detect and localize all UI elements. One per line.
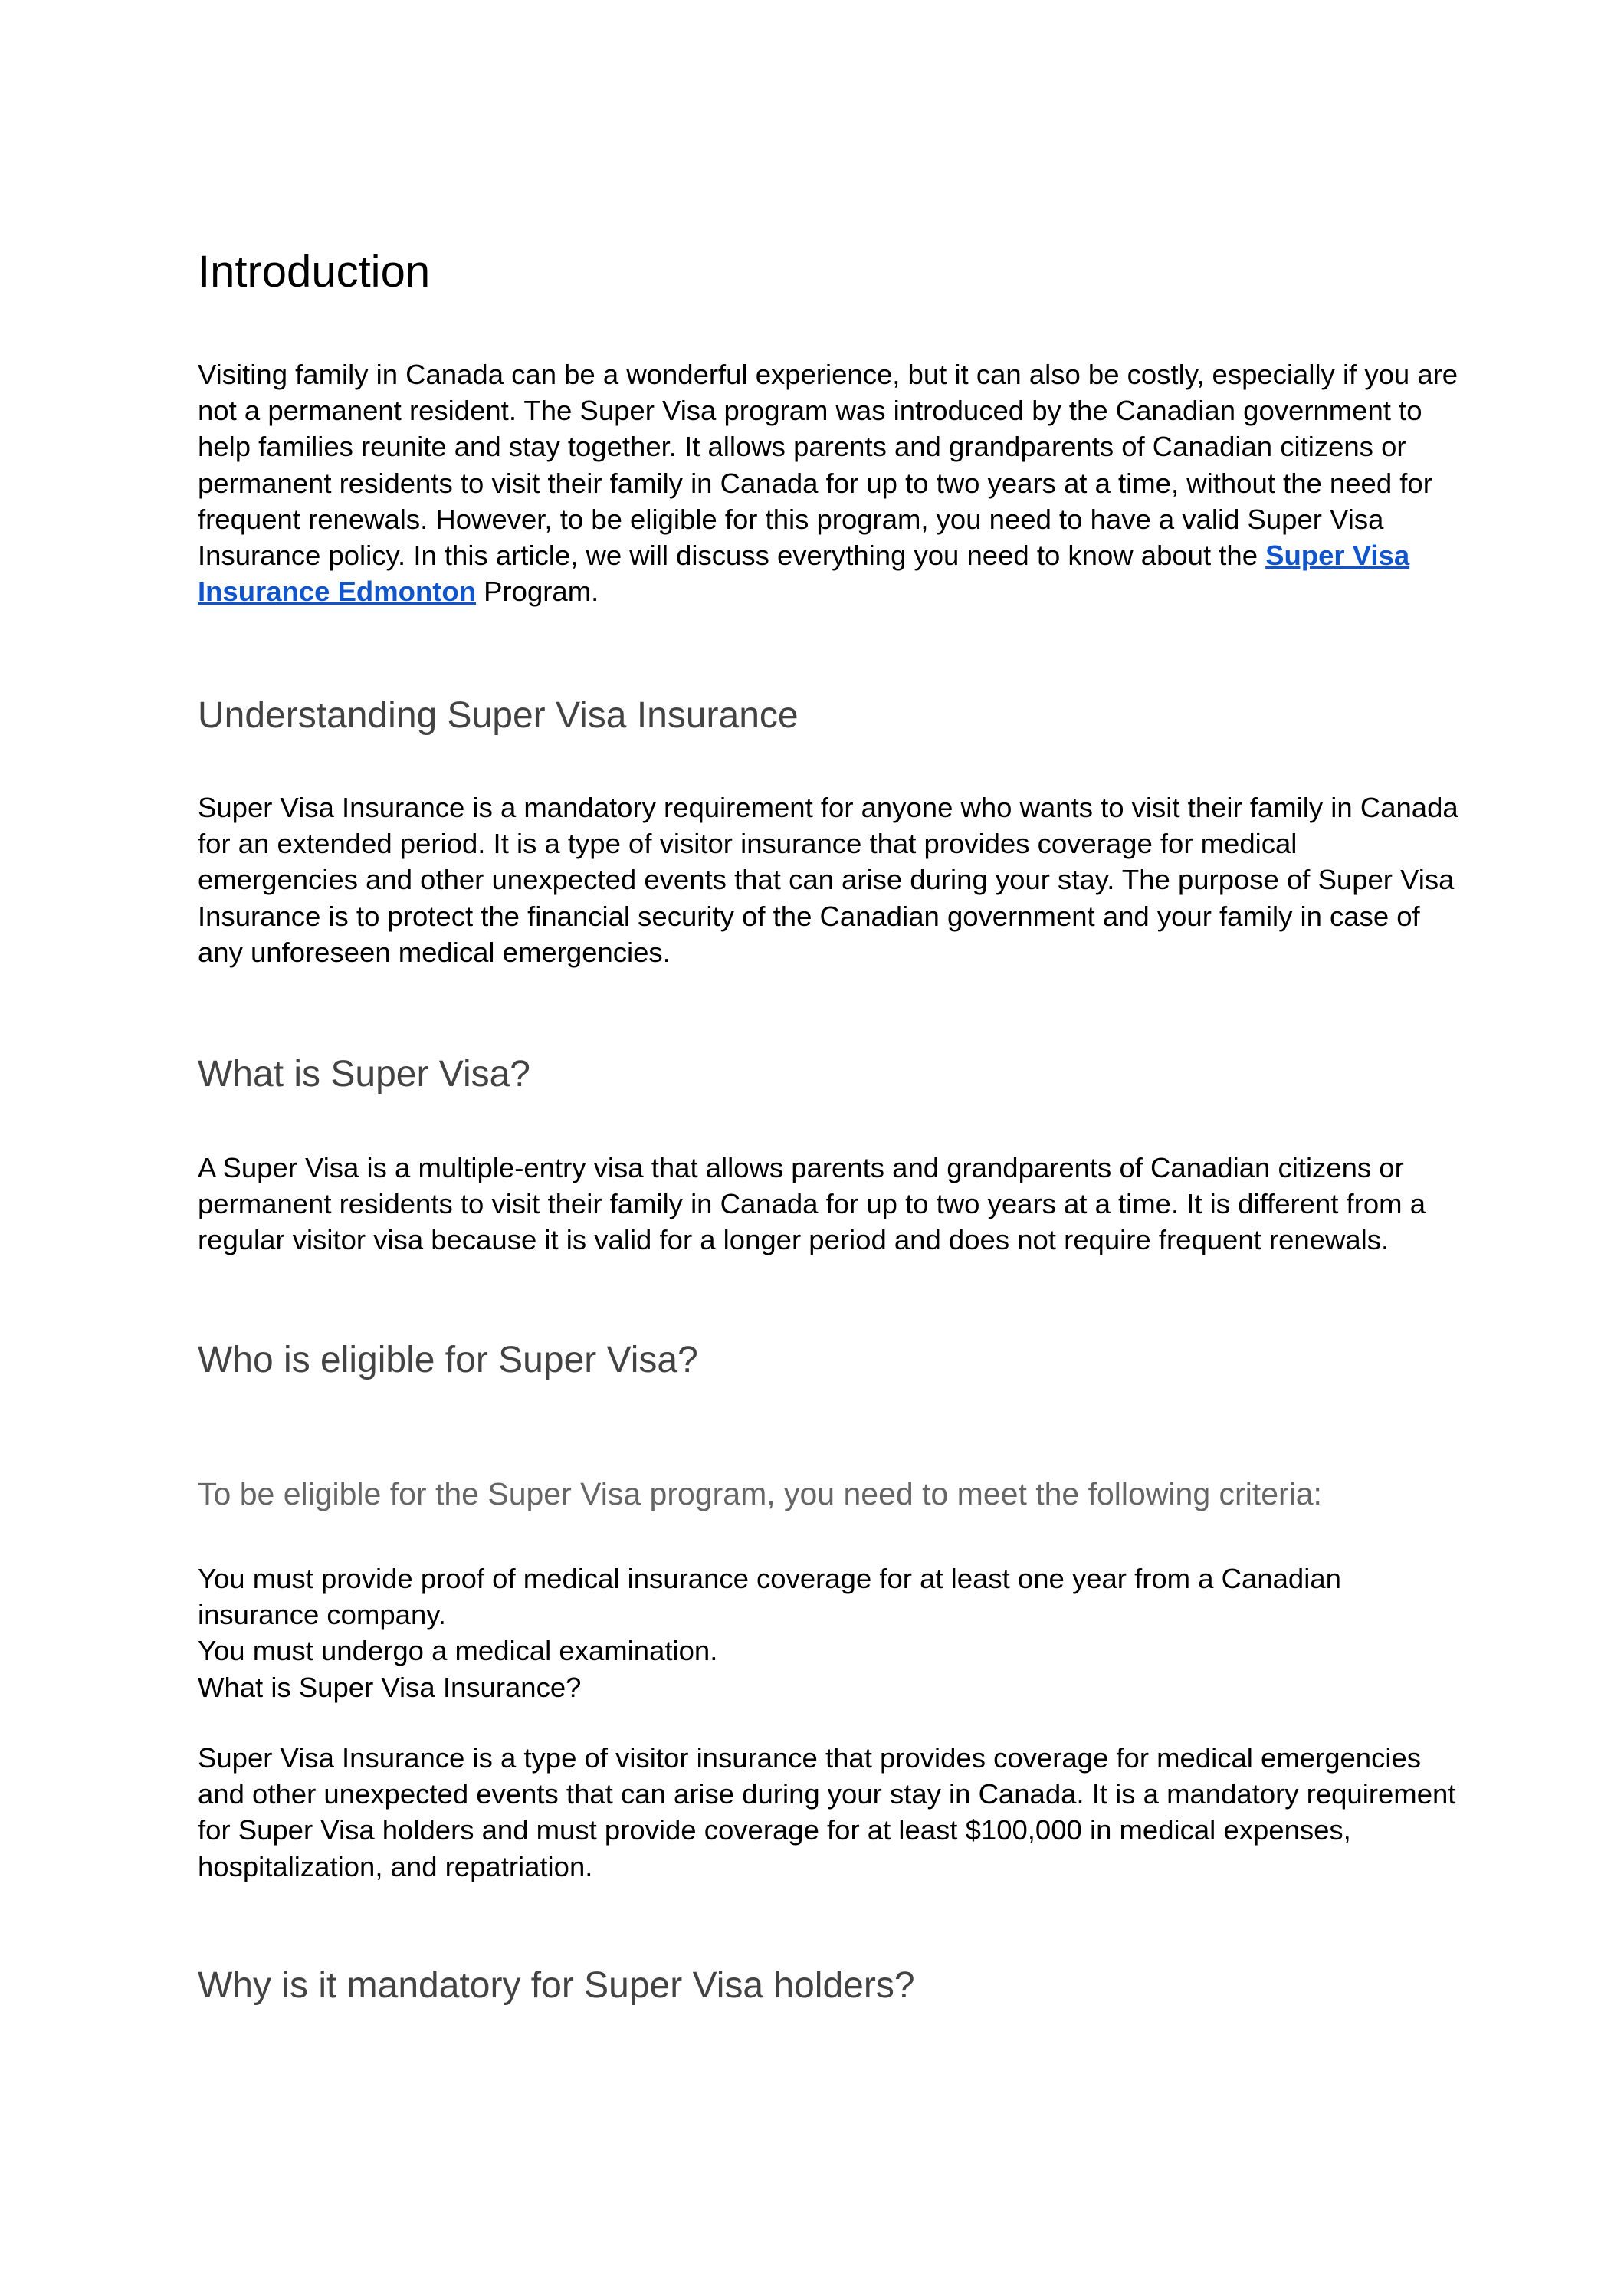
insurance-line: Super Visa Insurance is a type of visitor insurance that provides coverage for medical emergencies bbox=[198, 1742, 1422, 1774]
what-is-line: permanent residents to visit their family in Canada for up to two years at a time. It is different from a bbox=[198, 1188, 1426, 1220]
intro-line bbox=[198, 573, 1455, 609]
insurance-line: and other unexpected events that can arise during your stay in Canada. It is a mandatory requirement bbox=[198, 1778, 1456, 1810]
eligibility-line: What is Super Visa Insurance? bbox=[198, 1671, 582, 1703]
what-is-line: A Super Visa is a multiple-entry visa that allows parents and grandparents of Canadian citizens or bbox=[198, 1152, 1404, 1183]
eligibility-line: You must provide proof of medical insurance coverage for at least one year from a Canadian bbox=[198, 1563, 1341, 1594]
what-is-line: regular visitor visa because it is valid for a longer period and does not require frequent renewals. bbox=[198, 1224, 1389, 1256]
eligibility-line: insurance company. bbox=[198, 1599, 446, 1631]
intro-line: Visiting family in Canada can be a wonderful experience, but it can also be costly, especially if you are bbox=[198, 359, 1458, 390]
understanding-line: any unforeseen medical emergencies. bbox=[198, 936, 671, 968]
understanding-line: for an extended period. It is a type of visitor insurance that provides coverage for medical bbox=[198, 828, 1298, 860]
paragraph-eligibility bbox=[198, 1561, 1455, 1705]
intro-line-tail: Program. bbox=[476, 576, 599, 608]
heading-what-is-super-visa: What is Super Visa? bbox=[198, 1054, 530, 1094]
heading-why-mandatory: Why is it mandatory for Super Visa holders? bbox=[198, 1965, 915, 2006]
super-visa-insurance-edmonton-link[interactable]: Super Visa bbox=[1265, 540, 1410, 572]
heading-understanding-super-visa-insurance: Understanding Super Visa Insurance bbox=[198, 695, 799, 736]
intro-line: not a permanent resident. The Super Visa program was introduced by the Canadian government to bbox=[198, 395, 1422, 427]
subheading-eligibility-criteria: To be eligible for the Super Visa program, you need to meet the following criteria: bbox=[198, 1476, 1322, 1511]
intro-line: frequent renewals. However, to be eligible for this program, you need to have a valid Super Visa bbox=[198, 503, 1384, 535]
paragraph-insurance-description bbox=[198, 1740, 1455, 1885]
understanding-line: Insurance is to protect the financial security of the Canadian government and your family in case of bbox=[198, 900, 1420, 932]
understanding-line: Super Visa Insurance is a mandatory requirement for anyone who wants to visit their family in Canada bbox=[198, 792, 1458, 823]
paragraph-introduction bbox=[198, 356, 1458, 609]
paragraph-what-is-super-visa bbox=[198, 1150, 1455, 1259]
heading-who-is-eligible: Who is eligible for Super Visa? bbox=[198, 1340, 698, 1380]
paragraph-understanding bbox=[198, 789, 1458, 970]
super-visa-insurance-edmonton-link-continued[interactable]: Insurance Edmonton bbox=[198, 576, 477, 608]
understanding-line: emergencies and other unexpected events that can arise during your stay. The purpose of Super Visa bbox=[198, 864, 1455, 896]
intro-line bbox=[198, 537, 1455, 573]
insurance-line: for Super Visa holders and must provide coverage for at least $100,000 in medical expenses, bbox=[198, 1814, 1351, 1846]
insurance-line: hospitalization, and repatriation. bbox=[198, 1850, 593, 1882]
intro-line: permanent residents to visit their family in Canada for up to two years at a time, without the need for bbox=[198, 467, 1432, 499]
eligibility-line: You must undergo a medical examination. bbox=[198, 1635, 718, 1667]
heading-introduction: Introduction bbox=[198, 247, 431, 297]
intro-line: help families reunite and stay together. It allows parents and grandparents of Canadian citizens or bbox=[198, 431, 1406, 463]
intro-line-text: Insurance policy. In this article, we will discuss everything you need to know about the bbox=[198, 540, 1266, 572]
